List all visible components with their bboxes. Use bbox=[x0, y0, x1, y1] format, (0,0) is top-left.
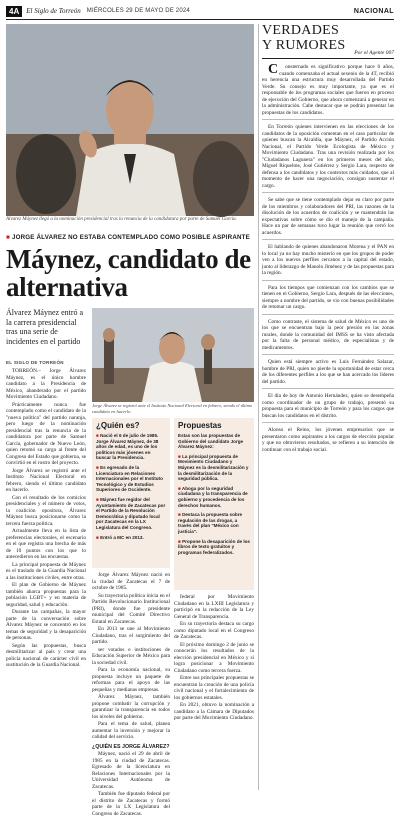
kicker-bullet-icon: ■ bbox=[6, 234, 10, 241]
propuestas-item: ■ La principal propuesta de Movimiento Ciudadano y Máynez es la desmilitarización y la desmilitarización de la seguridad pública. bbox=[178, 453, 249, 482]
column-paragraph: Para los tiempos que comienzan con los cambios que se tienen en el Gobierno, Sergio Lara, después de las elecciones, siempre a nombre del partido, se vio con buenas posibilidades de retomar un cargo. bbox=[262, 284, 394, 310]
page-header bbox=[6, 4, 394, 18]
square-bullet-icon: ■ bbox=[96, 464, 101, 470]
column-paragraph: Como contraste, el sistema de salud de México es uno de los que se encuentran bajo la peor presión en las zonas rurales, donde la comunidad del IMSS se ha visto afectada por la falta de personal médico, de especialistas y de medicamentos. bbox=[262, 318, 394, 351]
body-paragraph: Jorge Álvarez Máynez nació en la ciudad de Zacatecas el 7 de octubre de 1985. bbox=[92, 572, 170, 591]
page-number: 4A bbox=[6, 6, 22, 17]
propuestas-intro: Estas son las propuestas de Gobierno del candidato Jorge Álvarez Máynez: bbox=[178, 433, 244, 450]
body-column-1 bbox=[6, 368, 86, 790]
column-title-line-2: Y RUMORES bbox=[262, 37, 346, 53]
section-name: NACIONAL bbox=[353, 7, 394, 15]
newspaper-name: El Siglo de Torreón bbox=[26, 7, 81, 15]
column-paragraph: Quien está siempre activo es Luis Fernández Salazar, hombre de PRI, quien no pierde la oportunidad de estar cerca de los diferentes perfiles a los que se han acercado los líderes del partido. bbox=[262, 359, 394, 385]
column-paragraph: Se sabe que se tiene contemplado dejar en claro por parte de los miembros y colaboradores del PRI, las razones de la disolución de los acuerdos de coalición y se mantendrán las expectativas sobre cómo se dio el manejo de la campaña. Hace un par de semanas tuvo lugar la reunión que cerró los acuerdos. bbox=[262, 197, 394, 236]
body-paragraph: El próximo domingo 2 de junio se conocerán los resultados de la elección presidencial en México y si logra posicionar a Movimiento Ciudadano como tercera fuerza. bbox=[174, 641, 254, 674]
quien-es-title: ¿Quién es? bbox=[96, 421, 140, 430]
issue-date: MIÉRCOLES 29 DE MAYO DE 2024 bbox=[86, 8, 190, 14]
body-paragraph: Según las propuestas, busca desmilitarizar al país y crear una policía nacional de carácter civil en sustitución de la Guardia Nacional. bbox=[6, 642, 86, 668]
body-paragraph: Jorge Álvarez se registró ante el Instituto Nacional Electoral en febrero, siendo el último candidato en hacerlo. bbox=[6, 467, 86, 493]
second-photo-caption: Jorge Álvarez se registró ante el Instituto Nacional Electoral en febrero, siendo el último candidato en hacerlo. bbox=[92, 403, 253, 414]
quien-es-item: ■ Entró a MC en 2013. bbox=[96, 534, 144, 540]
body-paragraph: Para la economía nacional, su propuesta incluye un paquete de reformas para el apoyo de las pequeñas y medianas empresas. bbox=[92, 667, 170, 693]
column-byline: Por el Agente 007 bbox=[354, 50, 394, 56]
body-paragraph: ser votados e instituciones de Educación Superior de México para la sociedad civil. bbox=[92, 646, 170, 666]
paragraph-separator bbox=[262, 192, 394, 193]
quien-es-item: ■ Máynez fue regidor del Ayuntamiento de Zacatecas por el Partido de la Revolución Democrática y diputado local por Zacatecas en la LX Legislatura del Congreso. bbox=[96, 496, 166, 530]
kicker-text: JORGE ÁLVAREZ NO ESTABA CONTEMPLADO COMO POSIBLE ASPIRANTE bbox=[11, 234, 250, 241]
story-deck: Álvarez Máynez entró a la carrera presidencial tras una serie de incidentes en el partido bbox=[6, 308, 84, 346]
body-column-4 bbox=[174, 594, 254, 790]
body-paragraph: Álvarez Máynez, también propone combatir la corrupción y garantizar la transparencia en todos los niveles del gobierno. bbox=[92, 694, 170, 720]
square-bullet-icon: ■ bbox=[178, 538, 183, 544]
main-photo bbox=[6, 24, 254, 216]
candidate-photo-illustration bbox=[6, 24, 254, 216]
body-paragraph: federal por Movimiento Ciudadano en la LXIII Legislatura y participó en la redacción de la Ley General de Transparencia. bbox=[174, 594, 254, 620]
paragraph-separator bbox=[262, 280, 394, 281]
story-byline: EL SIGLO DE TORREÓN bbox=[6, 360, 64, 365]
body-paragraph: Actualmente lleva en la lista de preferencias electorales, el escenario en el que registra una brecha de más de 10 puntos con los que lo antecedieron en las encuestas. bbox=[6, 528, 86, 560]
body-paragraph: En 2021, obtuvo la nominación a candidato a la Cámara de Diputados por parte del Movimiento Ciudadano. bbox=[174, 702, 254, 721]
body-paragraph: Su trayectoria política inicia en el Partido Revolucionario Institucional (PRI), donde fue presidente municipal del Comité Directivo Estatal en Zacatecas. bbox=[92, 592, 170, 625]
square-bullet-icon: ■ bbox=[96, 496, 101, 502]
body-paragraph: Durante las campañas, la mayor parte de la conversación sobre Álvarez Máynez se concentró en los temas de seguridad y la desaparición de personas. bbox=[6, 609, 86, 641]
body-paragraph: Para el tema de salud, planea aumentar la inversión y mejorar la calidad del servicio. bbox=[92, 721, 170, 740]
body-paragraph: El plan de Gobierno de Máynez también abarca propuestas para la población LGBT+ y en materia de seguridad, salud y educación. bbox=[6, 582, 86, 608]
body-paragraph: Con el resultado de los comicios presidenciales y el número de votos, la coalición opositora, Álvarez Máynez busca posicionarse como la tercera fuerza política. bbox=[6, 494, 86, 527]
story-headline: Máynez, candidato de alternativa bbox=[6, 244, 251, 302]
square-bullet-icon: ■ bbox=[178, 512, 183, 518]
column-divider bbox=[258, 24, 259, 790]
body-paragraph: Máynez, nació el 29 de abril de 1985 en la ciudad de Zacatecas. Egresado de la licenciatura en Relaciones Internacionales por la Universidad Autónoma de Zacatecas. bbox=[92, 751, 170, 790]
body-paragraph: En su trayectoria destaca su cargo como diputado local en el Congreso de Zacatecas. bbox=[174, 621, 254, 640]
column-paragraph: Alonso el Reino, los jóvenes empresarios que se presentaron como aspirantes a los cargos de elección popular y que no obtuvieron resultados, se refieren a su intención de continuar con el trabajo social. bbox=[262, 427, 394, 453]
column-title-rule bbox=[262, 58, 394, 59]
column-paragraph: El día de hoy de Antonio Hernández, quien se desempeña como coordinador de un grupo de trabajo, presentó su propuesta para el municipio de Torreón y para los cargos que buscan los candidatos en el distrito. bbox=[262, 393, 394, 419]
verdades-rumores-column bbox=[262, 24, 394, 790]
square-bullet-icon: ■ bbox=[96, 433, 101, 438]
header-rule bbox=[6, 19, 394, 20]
body-paragraph: TORREÓN.– Jorge Álvarez Máynez, es el único hombre candidato a la Presidencia de México, abanderado por el partido Movimiento Ciudadano. bbox=[6, 368, 86, 400]
paragraph-separator bbox=[262, 119, 394, 120]
column-paragraph: Consternado es significativo porque hace 6 años, cuando comenzaba el actual sexenio de la 4T, recibió en herencia una estructura muy desarrollada del Partido Verde. Su consejo es muy importante, ya que es el responsable de los programas sociales que fueron en proceso de ejecución del Gobierno, que ahora comenzará a generar en la administración. Cabe destacar que se podrán presentar las propuestas de los candidatos. bbox=[262, 62, 394, 116]
paragraph-separator bbox=[262, 388, 394, 389]
story-kicker bbox=[6, 234, 254, 241]
paragraph-separator bbox=[262, 239, 394, 240]
propuestas-item: ■ Propone la desaparición de los libros de texto gratuitos y programas federalizados. bbox=[178, 538, 250, 555]
second-photo bbox=[92, 308, 254, 402]
body-column-2 bbox=[92, 572, 170, 817]
square-bullet-icon: ■ bbox=[178, 485, 182, 491]
subhead-quien-es: ¿QUIÉN ES JORGE ÁLVAREZ? bbox=[92, 743, 170, 750]
body-paragraph: También fue diputado federal por el distrito de Zacatecas y formó parte de la LX Legislatura del Congreso de Zacatecas. bbox=[92, 791, 170, 817]
column-paragraph: En Torreón quienes intervienen en las elecciones de los candidatos de la oposición comentan en el caso particular de quienes buscan la Alcaldía, que Máynez, el Partido Acción Nacional, el Partido Verde Ecologista de México y Movimiento Ciudadano. Tras una revisión realizada por los "Ciudadanos Lagunera" en los primeros meses del año, Miguel Riquelme, José Gutiérrez y Sergio Lara, respecto de defensa a los candidatos y los contextos más cuidados, que al momento de hacer una negociación, consigan sustentar el cargo. bbox=[262, 124, 394, 189]
body-paragraph: La principal propuesta de Máynez es el traslado de la Guardia Nacional a las instituciones civiles, entre otras. bbox=[6, 561, 86, 581]
propuestas-title: Propuestas bbox=[178, 421, 222, 430]
square-bullet-icon: ■ bbox=[96, 534, 101, 540]
quien-es-box bbox=[92, 418, 170, 568]
column-body bbox=[262, 64, 394, 790]
body-paragraph: Entre sus principales propuestas se encuentran la creación de una policía civil nacional y el fortalecimiento de los gobiernos estatales. bbox=[174, 675, 254, 701]
propuestas-item: ■ Aboga por la seguridad ciudadana y la transparencia de gobierno y procedencia de los derechos humanos. bbox=[178, 485, 248, 508]
column-paragraph: El hablando de quienes abandonaron Morena y el PAN en lo local ya no hay mucho misterio en que los grupos de poder ven a los nuevos perfiles cercanos a la capital del estado, junto al liderazgo de Manolo Jiménez y de las propuestas para la región. bbox=[262, 244, 394, 276]
body-paragraph: En 2013 se une al Movimiento Ciudadano, tras el surgimiento del partido. bbox=[92, 626, 170, 645]
body-paragraph: Prácticamente nunca fue contemplado como el candidato de la "nueva política" del partido naranja, pero luego de la nominación presidencial tras la renuncia de la candidatura por parte de Samuel García, gobernador de Nuevo León, quien retomó su cargo al frente del Congreso del Estado que gobierna, se convirtió en el rostro del proyecto. bbox=[6, 401, 86, 466]
column-title-line-1: VERDADES bbox=[262, 23, 340, 38]
main-photo-caption: Álvarez Máynez llegó a la nominación presidencial tras la renuncia de la candidatura por parte de Samuel García. bbox=[6, 217, 237, 222]
square-bullet-icon: ■ bbox=[178, 453, 183, 459]
paragraph-separator bbox=[262, 354, 394, 355]
propuestas-box bbox=[174, 418, 254, 590]
paragraph-separator bbox=[262, 314, 394, 315]
registration-photo-illustration bbox=[92, 308, 254, 402]
propuestas-item: ■ Destaca la propuesta sobre regulación de las drogas, a través del plan "México con justicia". bbox=[178, 512, 243, 534]
quien-es-item: ■ Nació el 6 de julio de 1985. Jorge Álvarez Máynez, de 38 años de edad, es uno de los políticos más jóvenes en buscar la Presidencia. bbox=[96, 433, 159, 461]
paragraph-separator bbox=[262, 422, 394, 423]
quien-es-item: ■ Es egresado de la Licenciatura en Relaciones Internacionales por el Instituto Tecnológico y de Estudios Superiores de Occidente. bbox=[96, 464, 163, 493]
